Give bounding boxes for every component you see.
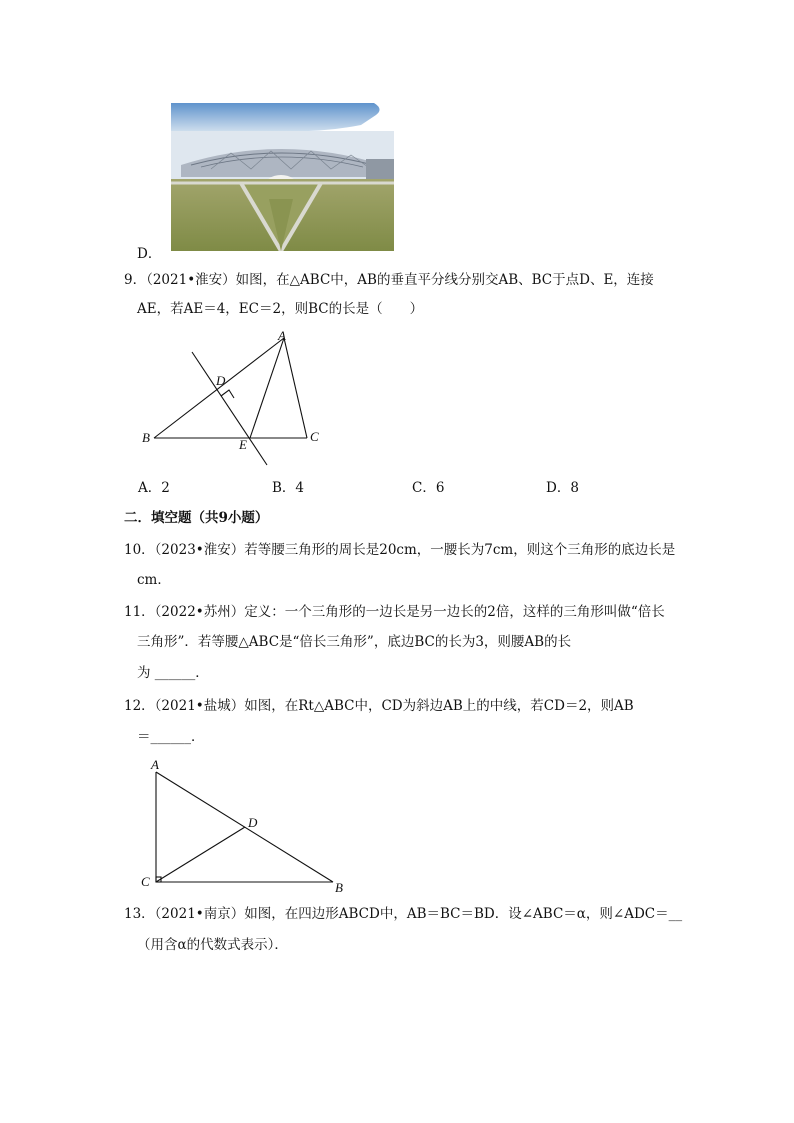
q9-option-a: A．2 [138,480,170,496]
segment-ab [154,338,284,438]
label-c: C [310,429,319,444]
section2-title: 二．填空题（共9小题） [124,510,269,526]
segment-ae [250,338,284,438]
q10-text-line2: cm． [137,572,171,588]
q9-triangle-figure [130,328,340,468]
perpendicular-bisector [192,352,267,465]
q12-text-line2: ＝______． [137,729,205,745]
q10-text-line1: 10．（2023•淮安）若等腰三角形的周长是20cm，一腰长为7cm，则这个三角形的底边长是 [124,542,676,558]
q13-text-line1: 13．（2021•南京）如图，在四边形ABCD中，AB＝BC＝BD．设∠ABC＝α，则∠ADC＝__ [124,906,683,922]
q13-text-line2: （用含α的代数式表示）． [137,937,288,953]
label-d: D [216,373,226,388]
q9-option-b: B．4 [272,480,305,496]
q12-text-line1: 12．（2021•盐城）如图，在Rt△ABC中，CD为斜边AB上的中线，若CD＝2，则AB [124,698,634,714]
label-a: A [278,328,286,343]
segment-cd [156,827,245,882]
q11-text-line1: 11．（2022•苏州）定义：一个三角形的一边长是另一边长的2倍，这样的三角形叫做“倍长 [124,604,665,620]
q9-text-line1: 9．（2021•淮安）如图，在△ABC中，AB的垂直平分线分别交AB、BC于点D、E，连接 [124,272,654,288]
right-angle-mark [221,390,234,398]
label-b: B [142,430,150,445]
q9-option-c: C．6 [412,480,445,496]
q12-right-triangle-figure [138,754,353,894]
segment-ac [284,338,307,438]
q9-option-d: D．8 [546,480,579,496]
label-d: D [248,815,258,830]
q8-option-d: D． [137,246,162,262]
q9-text-line2: AE，若AE＝4，EC＝2，则BC的长是（ ） [137,301,424,317]
label-a: A [151,757,159,772]
q11-text-line2: 三角形”．若等腰△ABC是“倍长三角形”，底边BC的长为3，则腰AB的长 [137,634,572,650]
q11-text-line3: 为 ______． [137,665,209,681]
label-b: B [335,880,343,894]
stadium-photo [171,103,394,251]
label-c: C [141,874,150,889]
label-e: E [239,437,247,452]
